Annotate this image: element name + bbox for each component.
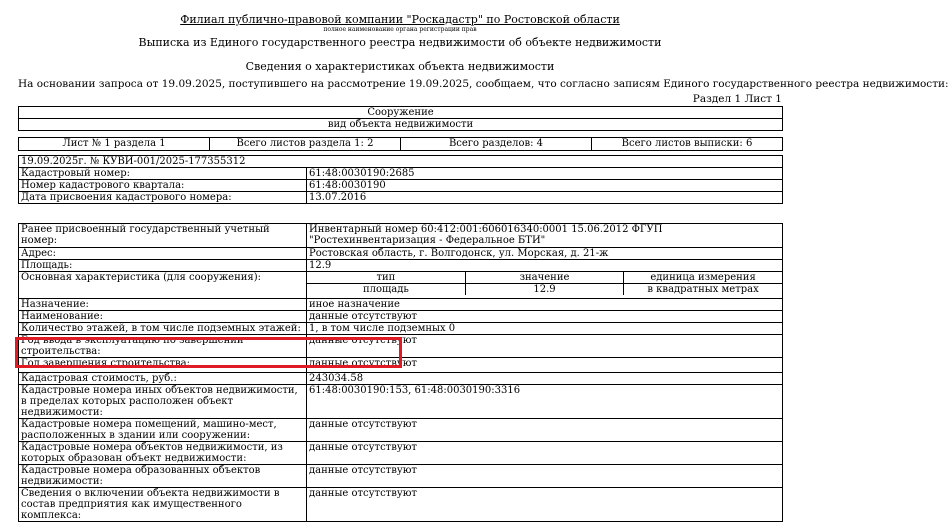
quarter-number-label: Номер кадастрового квартала: [19, 180, 307, 192]
main-char-type: площадь [307, 284, 465, 296]
razdel-label: Раздел 1 Лист 1 [692, 93, 782, 105]
main-char-header-type: тип [307, 272, 465, 284]
prev-number-value: Инвентарный номер 60:412:001:606016340:0001 15.06.2012 ФГУП "Ростехинвентаризация - Федеральное БТИ" [307, 224, 783, 248]
branch-caption: полное наименование органа регистрации прав [323, 26, 477, 33]
commission-value: данные отсутствуют [307, 335, 783, 358]
formed-from-label: Кадастровые номера объектов недвижимости, из которых образован объект недвижимости: [19, 442, 307, 465]
other-objects-value: 61:48:0030190:153, 61:48:0030190:3316 [307, 385, 783, 419]
area-value: 12.9 [307, 260, 783, 272]
premises-value: данные отсутствуют [307, 419, 783, 442]
purpose-value: иное назначение [307, 299, 783, 311]
document-title: Выписка из Единого государственного реестра недвижимости об объекте недвижимости [138, 36, 662, 49]
address-value: Ростовская область, г. Волгодонск, ул. Морская, д. 21-ж [307, 248, 783, 260]
extract-number: 19.09.2025г. № КУВИ-001/2025-177355312 [19, 156, 783, 168]
total-sheets-extract: Всего листов выписки: 6 [592, 138, 783, 151]
formed-from-value: данные отсутствуют [307, 442, 783, 465]
branch-name: Филиал публично-правовой компании "Роскадастр" по Ростовской области [180, 13, 620, 26]
formed-value: данные отсутствуют [307, 465, 783, 488]
main-char-unit: в квадратных метрах [624, 284, 782, 296]
area-label: Площадь: [19, 260, 307, 272]
other-objects-label: Кадастровые номера иных объектов недвижимости, в пределах которых расположен объект недвижимости: [19, 385, 307, 419]
assign-date-value: 13.07.2016 [307, 192, 783, 204]
formed-label: Кадастровые номера образованных объектов недвижимости: [19, 465, 307, 488]
details-table [18, 223, 783, 522]
built-value: данные отсутствуют [307, 358, 783, 373]
purpose-label: Назначение: [19, 299, 307, 311]
registration-table [18, 155, 783, 204]
name-value: данные отсутствуют [307, 311, 783, 323]
total-sheets-section: Всего листов раздела 1: 2 [210, 138, 401, 151]
highlight-box [15, 337, 402, 368]
cadastral-number-label: Кадастровый номер: [19, 168, 307, 180]
object-type: Сооружение [19, 107, 783, 119]
floors-label: Количество этажей, в том числе подземных этажей: [19, 323, 307, 335]
main-char-label: Основная характеристика (для сооружения): [19, 272, 307, 299]
sheets-table [18, 137, 783, 151]
main-char-value: 12.9 [465, 284, 623, 296]
sheet-number: Лист № 1 раздела 1 [19, 138, 210, 151]
quarter-number-value: 61:48:0030190 [307, 180, 783, 192]
built-label: Год завершения строительства: [19, 358, 307, 373]
floors-value: 1, в том числе подземных 0 [307, 323, 783, 335]
complex-label: Сведения о включении объекта недвижимости в состав предприятия как имущественного комплекса: [19, 488, 307, 522]
object-type-table [18, 106, 783, 131]
prev-number-label: Ранее присвоенный государственный учетный номер: [19, 224, 307, 248]
main-char-table [307, 272, 782, 295]
address-label: Адрес: [19, 248, 307, 260]
assign-date-label: Дата присвоения кадастрового номера: [19, 192, 307, 204]
cost-value: 243034.58 [307, 373, 783, 385]
main-char-cell [307, 272, 783, 299]
cadastral-number-value: 61:48:0030190:2685 [307, 168, 783, 180]
section-title: Сведения о характеристиках объекта недвижимости [245, 60, 555, 73]
total-sections: Всего разделов: 4 [401, 138, 592, 151]
premises-label: Кадастровые номера помещений, машино-мест, расположенных в здании или сооружении: [19, 419, 307, 442]
complex-value: данные отсутствуют [307, 488, 783, 522]
name-label: Наименование: [19, 311, 307, 323]
main-char-header-unit: единица измерения [624, 272, 782, 284]
cost-label: Кадастровая стоимость, руб.: [19, 373, 307, 385]
intro-text: На основании запроса от 19.09.2025, поступившего на рассмотрение 19.09.2025, сообщаем, что согласно записям Единого государственного реестра недвижимости: [18, 78, 949, 90]
main-char-header-value: значение [465, 272, 623, 284]
commission-label: Год ввода в эксплуатацию по завершении строительства: [19, 335, 307, 358]
object-type-caption: вид объекта недвижимости [19, 119, 783, 131]
